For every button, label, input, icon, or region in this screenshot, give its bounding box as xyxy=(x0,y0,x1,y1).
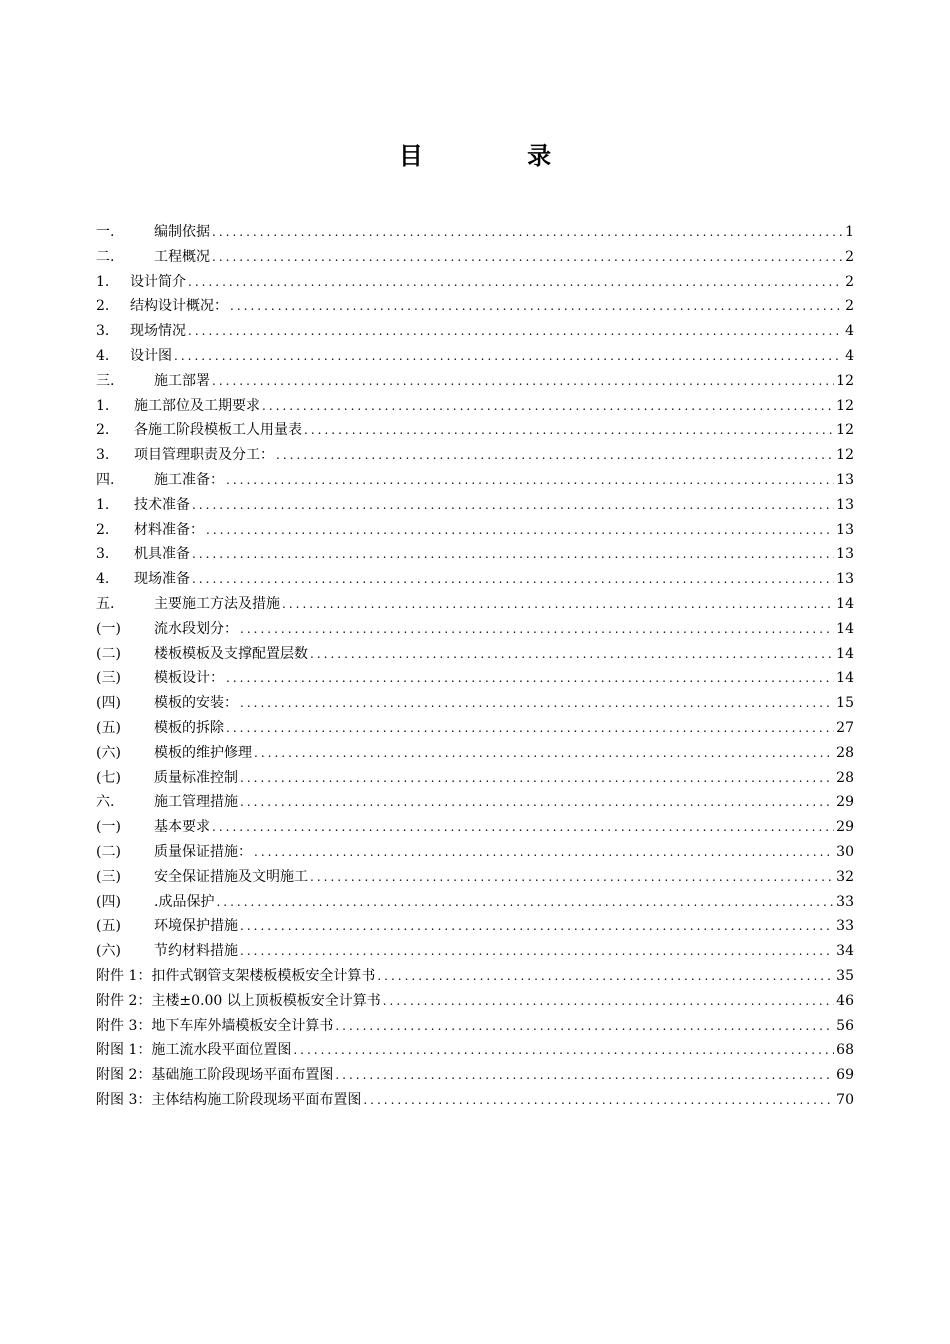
toc-entry[interactable] xyxy=(96,592,854,617)
toc-entry-page-number: 12 xyxy=(836,422,854,439)
toc-dot-leader xyxy=(174,344,843,369)
toc-dot-leader xyxy=(276,443,834,468)
toc-entry-title: 质量标准控制 xyxy=(154,769,238,786)
toc-entry-page-number: 46 xyxy=(836,992,854,1009)
toc-dot-leader xyxy=(363,1088,834,1113)
toc-entry-number: 2. xyxy=(96,298,110,315)
table-of-contents xyxy=(96,220,854,1113)
toc-entry-title: .成品保护 xyxy=(154,893,215,910)
toc-entry-number: 二. xyxy=(96,248,115,265)
toc-entry[interactable] xyxy=(96,220,854,245)
toc-entry-page-number: 14 xyxy=(836,670,854,687)
toc-dot-leader xyxy=(226,666,834,691)
toc-entry-title: 施工管理措施 xyxy=(154,794,238,811)
toc-entry-title: 施工部署 xyxy=(154,372,210,389)
toc-dot-leader xyxy=(188,270,843,295)
toc-entry-number: 六. xyxy=(96,794,115,811)
toc-dot-leader xyxy=(226,716,834,741)
toc-entry-title: 流水段划分： xyxy=(154,620,238,637)
toc-entry[interactable] xyxy=(96,1014,854,1039)
toc-dot-leader xyxy=(240,691,834,716)
toc-entry-number: (四) xyxy=(96,695,121,712)
toc-entry-title: 设计简介 xyxy=(130,273,186,290)
toc-entry-page-number: 4 xyxy=(845,323,854,340)
toc-entry-title: 模板的维护修理 xyxy=(154,744,252,761)
toc-entry-title: 结构设计概况： xyxy=(130,298,228,315)
toc-entry-title: 材料准备： xyxy=(134,521,204,538)
toc-entry-title: 安全保证措施及文明施工 xyxy=(154,868,308,885)
toc-dot-leader xyxy=(188,319,843,344)
toc-entry[interactable] xyxy=(96,369,854,394)
toc-entry-number: (四) xyxy=(96,893,121,910)
toc-entry-title: 项目管理职责及分工： xyxy=(134,447,274,464)
toc-entry-page-number: 2 xyxy=(845,248,854,265)
toc-entry-page-number: 30 xyxy=(836,843,854,860)
toc-entry[interactable] xyxy=(96,344,854,369)
toc-entry-page-number: 2 xyxy=(845,273,854,290)
toc-entry[interactable] xyxy=(96,443,854,468)
toc-entry-title: 模板的拆除 xyxy=(154,719,224,736)
toc-entry[interactable] xyxy=(96,939,854,964)
toc-entry-number: (六) xyxy=(96,943,121,960)
toc-entry[interactable] xyxy=(96,642,854,667)
toc-entry-page-number: 12 xyxy=(836,397,854,414)
toc-entry[interactable] xyxy=(96,741,854,766)
toc-entry-page-number: 28 xyxy=(836,769,854,786)
toc-entry-number: (二) xyxy=(96,843,121,860)
toc-entry-title: 主要施工方法及措施 xyxy=(154,595,280,612)
toc-entry-page-number: 13 xyxy=(836,521,854,538)
toc-entry-page-number: 56 xyxy=(836,1017,854,1034)
toc-dot-leader xyxy=(310,642,834,667)
toc-entry-page-number: 27 xyxy=(836,719,854,736)
toc-entry-page-number: 68 xyxy=(836,1042,854,1059)
toc-entry-page-number: 15 xyxy=(836,695,854,712)
page-title: 目 录 xyxy=(398,142,600,170)
toc-entry[interactable] xyxy=(96,567,854,592)
toc-entry-page-number: 33 xyxy=(836,918,854,935)
toc-entry-title: 技术准备 xyxy=(134,496,190,513)
toc-entry-title: 施工准备： xyxy=(154,471,224,488)
toc-entry-title: 现场情况 xyxy=(130,323,186,340)
toc-entry-title: 机具准备 xyxy=(134,546,190,563)
toc-dot-leader xyxy=(254,840,834,865)
toc-entry-title: 基本要求 xyxy=(154,819,210,836)
toc-dot-leader xyxy=(383,989,834,1014)
toc-dot-leader xyxy=(335,1063,834,1088)
toc-dot-leader xyxy=(212,369,834,394)
toc-entry[interactable] xyxy=(96,468,854,493)
toc-entry-title: 节约材料措施 xyxy=(154,943,238,960)
toc-entry-title: 附图 2：基础施工阶段现场平面布置图 xyxy=(96,1067,334,1084)
toc-entry[interactable] xyxy=(96,790,854,815)
toc-entry-page-number: 34 xyxy=(836,943,854,960)
toc-entry-number: 1. xyxy=(96,397,110,414)
toc-entry-title: 附图 1：施工流水段平面位置图 xyxy=(96,1042,292,1059)
toc-entry-number: 2. xyxy=(96,422,110,439)
toc-entry-page-number: 12 xyxy=(836,372,854,389)
toc-dot-leader xyxy=(240,914,834,939)
toc-dot-leader xyxy=(192,493,834,518)
toc-dot-leader xyxy=(240,790,834,815)
toc-entry-title: 楼板模板及支撑配置层数 xyxy=(154,645,308,662)
toc-entry[interactable] xyxy=(96,840,854,865)
toc-entry-number: (三) xyxy=(96,670,121,687)
toc-dot-leader xyxy=(304,418,834,443)
toc-entry-number: (六) xyxy=(96,744,121,761)
toc-dot-leader xyxy=(240,766,834,791)
toc-entry[interactable] xyxy=(96,270,854,295)
toc-entry-title: 施工部位及工期要求 xyxy=(134,397,260,414)
toc-entry[interactable] xyxy=(96,890,854,915)
toc-entry-page-number: 29 xyxy=(836,794,854,811)
toc-entry-title: 附件 1：扣件式钢管支架楼板模板安全计算书 xyxy=(96,967,376,984)
toc-entry[interactable] xyxy=(96,989,854,1014)
toc-dot-leader xyxy=(310,865,834,890)
toc-entry-number: (一) xyxy=(96,620,121,637)
toc-entry-number: 4. xyxy=(96,571,110,588)
toc-entry[interactable] xyxy=(96,1088,854,1113)
toc-dot-leader xyxy=(206,518,834,543)
toc-dot-leader xyxy=(293,1038,834,1063)
toc-entry-page-number: 35 xyxy=(836,967,854,984)
toc-entry-title: 附件 3：地下车库外墙模板安全计算书 xyxy=(96,1017,334,1034)
toc-entry-page-number: 32 xyxy=(836,868,854,885)
toc-entry-number: 3. xyxy=(96,447,110,464)
toc-entry-number: 一. xyxy=(96,224,115,240)
toc-entry[interactable] xyxy=(96,766,854,791)
toc-entry[interactable] xyxy=(96,394,854,419)
toc-entry-number: 四. xyxy=(96,471,115,488)
toc-entry[interactable] xyxy=(96,716,854,741)
toc-entry[interactable] xyxy=(96,542,854,567)
toc-entry[interactable] xyxy=(96,518,854,543)
toc-entry-page-number: 13 xyxy=(836,496,854,513)
toc-entry-number: (五) xyxy=(96,918,121,935)
toc-dot-leader xyxy=(282,592,834,617)
toc-entry-page-number: 28 xyxy=(836,744,854,761)
toc-entry[interactable] xyxy=(96,865,854,890)
toc-entry[interactable] xyxy=(96,1038,854,1063)
toc-dot-leader xyxy=(216,890,834,915)
toc-entry-title: 现场准备 xyxy=(134,571,190,588)
toc-entry-number: (二) xyxy=(96,645,121,662)
toc-entry-page-number: 69 xyxy=(836,1067,854,1084)
toc-entry-number: 三. xyxy=(96,372,115,389)
toc-entry-page-number: 29 xyxy=(836,819,854,836)
toc-entry-number: (七) xyxy=(96,769,121,786)
toc-dot-leader xyxy=(240,617,834,642)
toc-entry-page-number: 12 xyxy=(836,447,854,464)
toc-dot-leader xyxy=(254,741,834,766)
toc-dot-leader xyxy=(192,567,834,592)
toc-entry-number: (五) xyxy=(96,719,121,736)
toc-entry-number: 1. xyxy=(96,273,110,290)
toc-entry[interactable] xyxy=(96,1063,854,1088)
toc-dot-leader xyxy=(226,468,834,493)
toc-entry[interactable] xyxy=(96,294,854,319)
toc-entry-number: (一) xyxy=(96,819,121,836)
toc-entry-title: 环境保护措施 xyxy=(154,918,238,935)
toc-entry-page-number: 13 xyxy=(836,471,854,488)
toc-entry[interactable] xyxy=(96,666,854,691)
toc-entry-title: 各施工阶段模板工人用量表 xyxy=(134,422,302,439)
toc-dot-leader xyxy=(212,220,843,245)
toc-entry-number: 五. xyxy=(96,595,115,612)
toc-entry-page-number: 2 xyxy=(845,298,854,315)
toc-entry[interactable] xyxy=(96,691,854,716)
toc-entry-title: 附件 2：主楼±0.00 以上顶板模板安全计算书 xyxy=(96,992,381,1009)
toc-entry-page-number: 14 xyxy=(836,645,854,662)
toc-entry-title: 模板设计： xyxy=(154,670,224,687)
toc-dot-leader xyxy=(212,815,834,840)
toc-entry-title: 模板的安装： xyxy=(154,695,238,712)
toc-entry[interactable] xyxy=(96,418,854,443)
toc-entry-number: 3. xyxy=(96,323,110,340)
toc-dot-leader xyxy=(335,1014,834,1039)
toc-entry-page-number: 1 xyxy=(845,224,854,240)
toc-entry-number: (三) xyxy=(96,868,121,885)
toc-dot-leader xyxy=(192,542,834,567)
toc-entry-number: 3. xyxy=(96,546,110,563)
toc-dot-leader xyxy=(212,245,843,270)
toc-entry[interactable] xyxy=(96,914,854,939)
toc-entry-title: 工程概况 xyxy=(154,248,210,265)
toc-entry[interactable] xyxy=(96,245,854,270)
toc-entry-number: 4. xyxy=(96,347,110,364)
toc-dot-leader xyxy=(377,964,834,989)
toc-entry-page-number: 14 xyxy=(836,620,854,637)
toc-entry[interactable] xyxy=(96,493,854,518)
toc-dot-leader xyxy=(240,939,834,964)
toc-entry-page-number: 14 xyxy=(836,595,854,612)
toc-entry-title: 编制依据 xyxy=(154,224,210,240)
toc-entry-page-number: 13 xyxy=(836,571,854,588)
toc-entry-page-number: 70 xyxy=(836,1091,854,1108)
toc-entry-title: 设计图 xyxy=(130,347,172,364)
toc-entry-title: 附图 3：主体结构施工阶段现场平面布置图 xyxy=(96,1091,362,1108)
toc-entry-number: 2. xyxy=(96,521,110,538)
toc-entry[interactable] xyxy=(96,617,854,642)
toc-entry[interactable] xyxy=(96,815,854,840)
toc-entry-page-number: 13 xyxy=(836,546,854,563)
toc-entry-page-number: 33 xyxy=(836,893,854,910)
toc-dot-leader xyxy=(262,394,834,419)
toc-entry[interactable] xyxy=(96,319,854,344)
toc-dot-leader xyxy=(230,294,843,319)
toc-entry-page-number: 4 xyxy=(845,347,854,364)
toc-entry-title: 质量保证措施： xyxy=(154,843,252,860)
toc-entry-number: 1. xyxy=(96,496,110,513)
toc-entry[interactable] xyxy=(96,964,854,989)
